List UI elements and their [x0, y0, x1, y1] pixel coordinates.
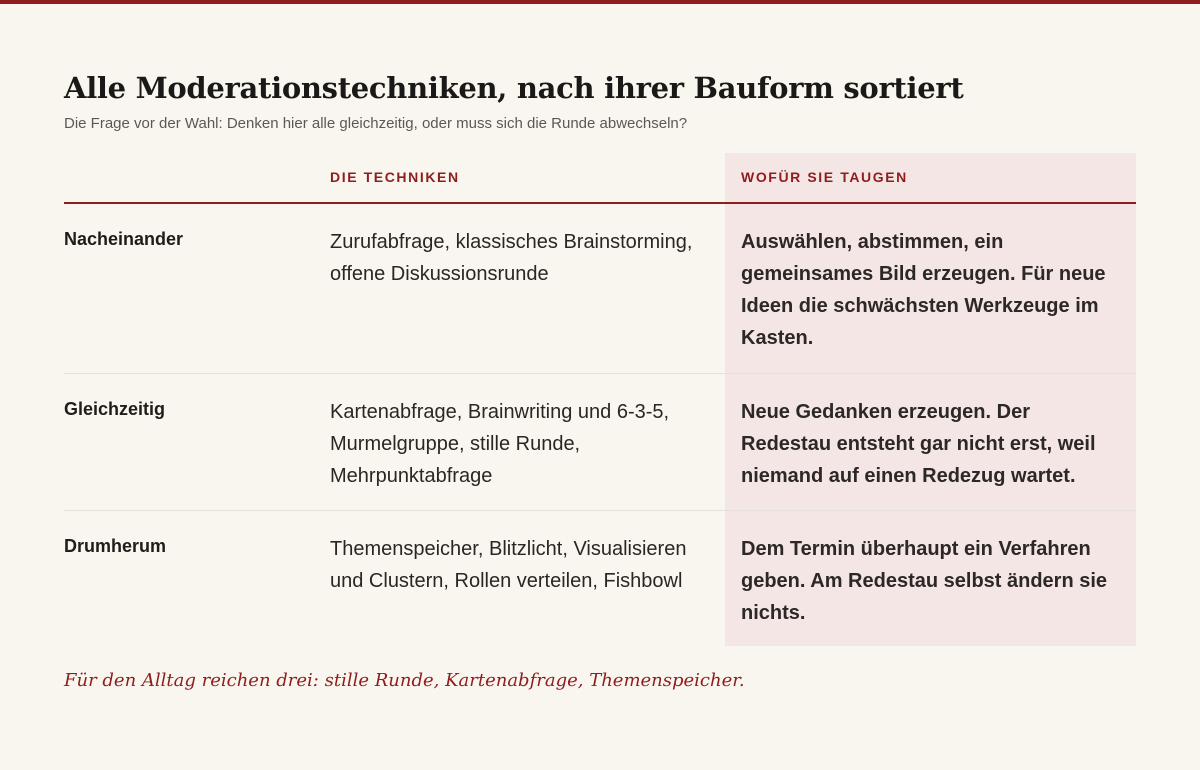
row-techniques: Zurufabfrage, klassisches Brainstorming, offene Diskussionsrunde	[330, 231, 693, 285]
techniques-table	[64, 153, 1136, 646]
table-row	[64, 511, 1136, 646]
row-purpose: Neue Gedanken erzeugen. Der Redestau entsteht gar nicht erst, weil niemand auf einen Redezug wartet.	[741, 401, 1096, 487]
page-subtitle: Die Frage vor der Wahl: Denken hier alle gleichzeitig, oder muss sich die Runde abwechseln?	[64, 115, 688, 132]
header-purpose: WOFÜR SIE TAUGEN	[741, 169, 908, 185]
table-header-row	[64, 153, 1136, 204]
page-title: Alle Moderationstechniken, nach ihrer Bauform sortiert	[64, 71, 964, 105]
row-purpose: Auswählen, abstimmen, ein gemeinsames Bild erzeugen. Für neue Ideen die schwächsten Werkzeuge im Kasten.	[741, 231, 1106, 349]
top-accent-rule	[0, 0, 1200, 4]
table-row	[64, 204, 1136, 374]
row-label: Gleichzeitig	[64, 399, 166, 419]
table-row	[64, 374, 1136, 511]
header-techniques: DIE TECHNIKEN	[330, 169, 460, 185]
row-techniques: Themenspeicher, Blitzlicht, Visualisieren und Clustern, Rollen verteilen, Fishbowl	[330, 538, 687, 592]
row-label: Nacheinander	[64, 229, 184, 249]
row-label: Drumherum	[64, 536, 167, 556]
footnote: Für den Alltag reichen drei: stille Runde, Kartenabfrage, Themenspeicher.	[64, 670, 745, 691]
page-content	[64, 68, 1136, 694]
row-purpose: Dem Termin überhaupt ein Verfahren geben. Am Redestau selbst ändern sie nichts.	[741, 538, 1108, 624]
row-techniques: Kartenabfrage, Brainwriting und 6-3-5, Murmelgruppe, stille Runde, Mehrpunktabfrage	[330, 401, 670, 487]
header-category	[64, 153, 330, 202]
